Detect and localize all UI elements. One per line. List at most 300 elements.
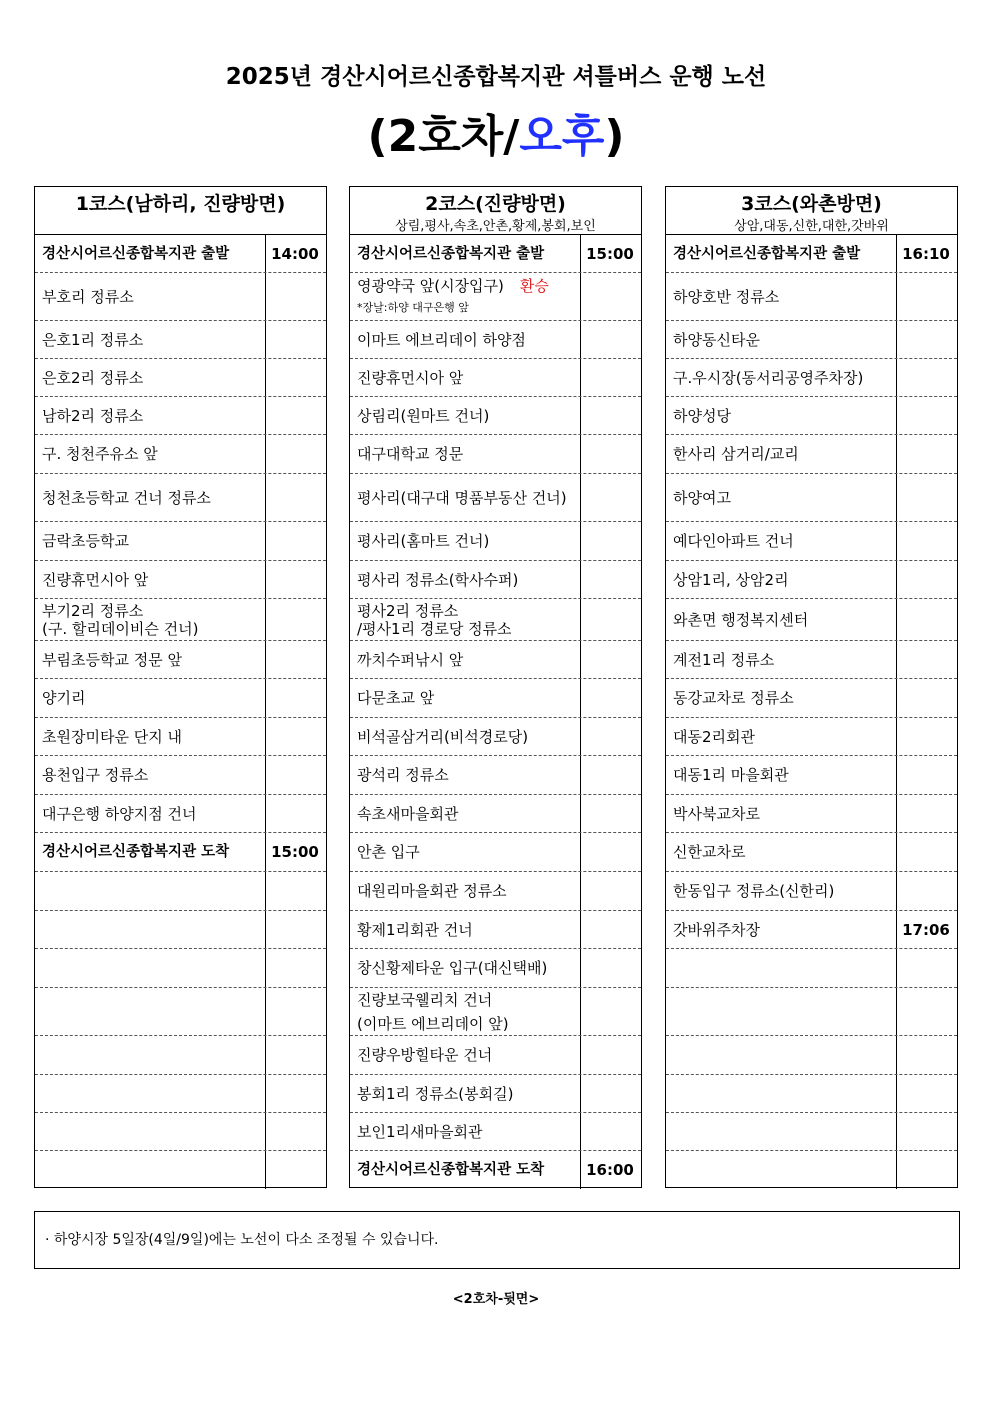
stop-row [350, 397, 641, 435]
stop-name [42, 245, 265, 263]
stop-name-text: 한사리 삼거리/교리 [673, 445, 799, 463]
stop-time [264, 679, 326, 717]
stop-name [673, 245, 896, 263]
stop-name-text: 청천초등학교 건너 정류소 [42, 488, 211, 507]
stop-row [35, 833, 326, 872]
stop-name-cell [666, 795, 897, 832]
stop-row [666, 599, 957, 641]
stop-name-cell [350, 599, 581, 640]
stop-row [35, 911, 326, 949]
stop-name-cell [350, 756, 581, 794]
stop-time [264, 1113, 326, 1150]
stop-row [666, 474, 957, 522]
stop-name-cell [666, 273, 897, 320]
stop-name [673, 805, 896, 823]
stop-name-text: 남하2리 정류소 [42, 406, 144, 425]
stop-name [673, 882, 896, 900]
stop-time [264, 273, 326, 320]
stop-row [35, 988, 326, 1036]
stop-name [673, 728, 896, 746]
stop-name-text: 다문초교 앞 [357, 689, 435, 707]
stop-time [264, 359, 326, 396]
stop-time [579, 522, 641, 560]
page-footer: <2호차-뒷면> [452, 1292, 540, 1307]
course-header [350, 187, 641, 235]
stop-row [666, 641, 957, 679]
stop-name-text: 경산시어르신종합복지관 출발 [357, 245, 545, 262]
stop-row [350, 949, 641, 988]
stop-name-text: 진량우방힐타운 건너 [357, 1046, 493, 1064]
stop-name-text: 부림초등학교 정문 앞 [42, 650, 182, 669]
stop-time [264, 1036, 326, 1074]
stop-time [895, 1075, 957, 1112]
stop-row [666, 1151, 957, 1189]
stop-time [264, 949, 326, 987]
stop-name [673, 331, 896, 349]
stop-time [895, 988, 957, 1035]
stop-name-cell [350, 718, 581, 755]
stop-name-text: 구.우시장(동서리공영주차장) [673, 368, 864, 387]
stop-row [350, 641, 641, 679]
stop-name-text: 대구대학교 정문 [357, 445, 464, 463]
stop-name-text: 대동2리회관 [673, 727, 755, 746]
stop-name-cell [35, 1151, 266, 1189]
stop-name-cell [350, 235, 581, 272]
stop-name [42, 369, 265, 387]
stop-name-cell [35, 235, 266, 272]
stop-name [357, 489, 580, 507]
stop-name-text: 신한교차로 [673, 843, 746, 861]
stop-name-cell [350, 679, 581, 717]
stop-name [42, 602, 265, 620]
stop-time [264, 561, 326, 598]
stop-row [35, 359, 326, 397]
stop-name-cell [350, 833, 581, 871]
stop-name [357, 277, 580, 295]
stop-name-cell [666, 756, 897, 794]
stop-time: 17:06 [902, 920, 950, 939]
stop-time [264, 795, 326, 832]
course-header [35, 187, 326, 235]
stop-name-text: 평사리(홈마트 건너) [357, 532, 490, 550]
stop-name-text: 하양동신타운 [673, 330, 760, 349]
stop-name-cell [350, 1036, 581, 1074]
stop-name-text: 대동1리 마을회관 [673, 766, 789, 784]
stop-name [357, 407, 580, 425]
stop-name-cell [666, 718, 897, 755]
stop-row [350, 599, 641, 641]
stop-row [35, 1151, 326, 1189]
stop-time [579, 1075, 641, 1112]
stop-row [350, 1036, 641, 1075]
stop-name-cell [35, 321, 266, 358]
stop-row [350, 435, 641, 474]
stop-name [673, 921, 896, 939]
stop-time [579, 599, 641, 640]
course-name: 2코스(진량방면) [425, 193, 566, 215]
stop-name-text: 까치수퍼낚시 앞 [357, 650, 464, 669]
stop-row [35, 756, 326, 795]
stop-time [264, 872, 326, 910]
stop-time [579, 872, 641, 910]
stop-name-text: 평사리(대구대 명품부동산 건너) [357, 488, 567, 507]
stop-time [895, 561, 957, 598]
stop-name [357, 843, 580, 861]
stop-row [35, 718, 326, 756]
stop-name-cell [35, 522, 266, 560]
stop-row [350, 872, 641, 911]
stop-time [264, 718, 326, 755]
stop-name-text: 대원리마을회관 정류소 [357, 882, 507, 900]
stop-time [264, 321, 326, 358]
page-title: 2025년 경산시어르신종합복지관 셔틀버스 운행 노선 [225, 64, 767, 90]
stop-time [895, 795, 957, 832]
stop-row [666, 872, 957, 911]
stop-name-text: 이마트 에브리데이 하양점 [357, 330, 526, 349]
stop-name-cell [666, 397, 897, 434]
stop-time [579, 795, 641, 832]
stop-time [895, 397, 957, 434]
stop-name-cell [666, 435, 897, 473]
stop-name-line2: /평사1리 경로당 정류소 [357, 619, 512, 638]
stop-row [350, 359, 641, 397]
stop-name [42, 288, 265, 306]
stop-row [350, 321, 641, 359]
stop-name [673, 766, 896, 784]
stop-row [350, 561, 641, 599]
stop-row [666, 679, 957, 718]
stop-time [895, 359, 957, 396]
stop-row [35, 795, 326, 833]
stop-time [895, 949, 957, 987]
course-column-1 [34, 186, 327, 1188]
stop-time [264, 599, 326, 640]
course-name: 3코스(와촌방면) [741, 193, 882, 215]
stop-name [42, 843, 265, 861]
stop-row [350, 679, 641, 718]
stop-name-cell [35, 756, 266, 794]
stop-time [264, 522, 326, 560]
stop-row [666, 273, 957, 321]
stop-name-cell [350, 1113, 581, 1150]
stop-name-text: 비석골삼거리(비석경로당) [357, 727, 529, 746]
stop-name-cell [666, 911, 897, 948]
stop-name [357, 805, 580, 823]
stop-name-cell [35, 359, 266, 396]
subtitle-highlight: 오후 [519, 111, 605, 162]
stop-time [579, 321, 641, 358]
stop-name-text: 안촌 입구 [357, 843, 420, 861]
stop-name-cell [35, 833, 266, 871]
stop-name [673, 288, 896, 306]
stop-row [666, 756, 957, 795]
stop-row [666, 561, 957, 599]
course-areas: 상림,평사,속초,안촌,황제,봉회,보인 [395, 219, 596, 234]
stop-name-cell [666, 474, 897, 521]
stop-name-cell [666, 641, 897, 678]
course-header [666, 187, 957, 235]
course-areas: 상암,대동,신한,대한,갓바위 [734, 219, 889, 234]
stop-name-text: 창신황제타운 입구(대신택배) [357, 959, 548, 977]
stop-time [264, 1075, 326, 1112]
stop-name [357, 369, 580, 387]
stop-time [579, 397, 641, 434]
stop-name-text: 광석리 정류소 [357, 766, 449, 784]
stop-time [579, 1113, 641, 1150]
stop-row [350, 235, 641, 273]
stop-time: 16:00 [586, 1161, 634, 1179]
stop-name-cell [666, 321, 897, 358]
stop-time [264, 641, 326, 678]
stop-name [42, 728, 265, 746]
stop-name-text: 용천입구 정류소 [42, 766, 149, 784]
stop-name [357, 445, 580, 463]
stop-name-cell [350, 872, 581, 910]
stop-name-cell [666, 359, 897, 396]
stop-time [579, 359, 641, 396]
stop-name-cell [35, 949, 266, 987]
stop-note: *장날:하양 대구은행 앞 [357, 300, 469, 314]
stop-name-text: 경산시어르신종합복지관 출발 [42, 245, 230, 262]
stop-row [35, 1075, 326, 1113]
stop-name [357, 651, 580, 669]
stop-time [264, 988, 326, 1035]
stop-row [350, 474, 641, 522]
stop-name [673, 445, 896, 463]
stop-name-text: 구. 청천주유소 앞 [42, 445, 158, 463]
stop-name-text: 초원장미타운 단지 내 [42, 727, 182, 746]
stop-row [350, 1113, 641, 1151]
stop-time [579, 833, 641, 871]
stop-time [895, 872, 957, 910]
stop-name [42, 689, 265, 707]
stop-time [579, 273, 641, 320]
stop-name-text: 계전1리 정류소 [673, 650, 775, 669]
stop-row [666, 359, 957, 397]
stop-name-text: 경산시어르신종합복지관 도착 [357, 1162, 545, 1178]
stop-time [895, 641, 957, 678]
stop-name-text: 속초새마을회관 [357, 804, 459, 823]
stop-name [42, 532, 265, 550]
stop-name-cell [35, 273, 266, 320]
stop-name-text: 평사2리 정류소 [357, 601, 459, 620]
stop-name-text: 영광약국 앞(시장입구) [357, 276, 504, 295]
stop-row [350, 833, 641, 872]
stop-name-text: 와촌면 행정복지센터 [673, 610, 809, 629]
stop-time [895, 435, 957, 473]
stop-name-text: 하양성당 [673, 406, 731, 425]
stop-name-cell [350, 359, 581, 396]
stop-time: 15:00 [271, 843, 319, 861]
stop-row [666, 397, 957, 435]
stop-name-cell [35, 1036, 266, 1074]
stop-name-text: 황제1리회관 건너 [357, 920, 473, 939]
stop-name-cell [350, 397, 581, 434]
stop-time [579, 474, 641, 521]
stop-name-text: 부호리 정류소 [42, 287, 134, 306]
stop-name [673, 571, 896, 589]
stop-name-cell [35, 561, 266, 598]
stop-time [579, 756, 641, 794]
stop-name-line2: (구. 할리데이비슨 건너) [42, 619, 199, 638]
stop-name-cell [666, 1151, 897, 1189]
subtitle-prefix: (2호차/ [367, 111, 520, 162]
stop-row [35, 321, 326, 359]
stop-name [357, 331, 580, 349]
stop-time [895, 718, 957, 755]
stop-name-text: 하양여고 [673, 488, 731, 507]
stop-name-cell [35, 641, 266, 678]
stop-name-line2: (이마트 에브리데이 앞) [357, 1014, 509, 1033]
stop-name-text: 하양호반 정류소 [673, 287, 780, 306]
stop-time [579, 561, 641, 598]
stop-row [35, 273, 326, 321]
stop-name-cell [350, 474, 581, 521]
stop-name [357, 766, 580, 784]
page-subtitle [0, 100, 992, 164]
stop-name [357, 728, 580, 746]
stop-time [579, 949, 641, 987]
stop-row [666, 435, 957, 474]
stop-row [666, 1113, 957, 1151]
stop-name-cell [35, 1113, 266, 1150]
stop-name [357, 1123, 580, 1141]
stop-name-text: 은호2리 정류소 [42, 368, 144, 387]
stop-name-text: 은호1리 정류소 [42, 330, 144, 349]
stop-name-text: 부기2리 정류소 [42, 601, 144, 620]
stop-row [35, 561, 326, 599]
stop-name [673, 611, 896, 629]
stop-name [42, 766, 265, 784]
stop-name [42, 445, 265, 463]
route-notice: · 하양시장 5일장(4일/9일)에는 노선이 다소 조정될 수 있습니다. [34, 1211, 960, 1269]
stop-name-cell [35, 599, 266, 640]
stop-name-cell [666, 1036, 897, 1074]
stop-row [350, 911, 641, 949]
stop-name [673, 369, 896, 387]
stop-name-cell [666, 1075, 897, 1112]
stop-name-cell [666, 872, 897, 910]
stop-row [666, 911, 957, 949]
stop-name-text: 경산시어르신종합복지관 도착 [42, 844, 230, 860]
stop-name-cell [666, 988, 897, 1035]
stop-name [673, 651, 896, 669]
stop-name [357, 602, 580, 620]
stop-name-cell [35, 795, 266, 832]
stop-name-text: 봉회1리 정류소(봉회길) [357, 1084, 514, 1103]
stop-name-cell [666, 235, 897, 272]
stop-time [264, 1151, 326, 1189]
stop-row [35, 522, 326, 561]
stop-row [666, 235, 957, 273]
stop-name-text: 동강교차로 정류소 [673, 689, 794, 707]
stop-name-text: 진량보국웰리치 건너 [357, 990, 493, 1009]
stop-row [350, 795, 641, 833]
stop-row [666, 795, 957, 833]
stop-row [350, 1075, 641, 1113]
stop-row [35, 872, 326, 911]
stop-name [673, 843, 896, 861]
stop-name-text: 박사북교차로 [673, 804, 760, 823]
stop-name [357, 1046, 580, 1064]
stop-time: 16:10 [902, 244, 950, 263]
stop-name-cell [35, 397, 266, 434]
stop-name-cell [350, 911, 581, 948]
stop-name-text: 한동입구 정류소(신한리) [673, 882, 835, 900]
stop-time [579, 911, 641, 948]
stop-row [35, 435, 326, 474]
stop-row [666, 988, 957, 1036]
stop-row [666, 833, 957, 872]
stop-row [350, 718, 641, 756]
stop-name-text: 보인1리새마을회관 [357, 1122, 483, 1141]
stop-name [357, 921, 580, 939]
stop-time [579, 641, 641, 678]
stop-time: 14:00 [271, 244, 319, 263]
stop-name-text: 대구은행 하양지점 건너 [42, 804, 197, 823]
stop-name-text: 금락초등학교 [42, 532, 129, 550]
stop-name-text: 평사리 정류소(학사수퍼) [357, 570, 519, 589]
stop-name-cell [666, 522, 897, 560]
stop-name [673, 489, 896, 507]
stop-name [357, 882, 580, 900]
stop-row [35, 474, 326, 522]
stop-name-cell [666, 679, 897, 717]
stop-time [264, 756, 326, 794]
stop-row [35, 949, 326, 988]
stop-time [895, 1036, 957, 1074]
stop-name [673, 532, 896, 550]
stop-time [264, 435, 326, 473]
stop-name-cell [35, 988, 266, 1035]
stop-time [895, 756, 957, 794]
stop-row [350, 756, 641, 795]
stop-name-cell [350, 1075, 581, 1112]
stop-row [666, 1036, 957, 1075]
stop-row [35, 641, 326, 679]
stop-row [666, 1075, 957, 1113]
stop-time [264, 397, 326, 434]
stop-name-cell [350, 561, 581, 598]
stop-row [666, 718, 957, 756]
stop-name-cell [666, 949, 897, 987]
stop-name-cell [350, 641, 581, 678]
stop-name [357, 1161, 580, 1179]
stop-name-text: 양기리 [42, 689, 86, 707]
course-column-2 [349, 186, 642, 1188]
stop-row [35, 679, 326, 718]
stop-name-cell [35, 474, 266, 521]
stop-name-cell [350, 321, 581, 358]
stop-time [895, 273, 957, 320]
stop-name-cell [350, 795, 581, 832]
stop-name-cell [350, 988, 581, 1035]
stop-name [42, 651, 265, 669]
stop-time [579, 1036, 641, 1074]
stop-name [357, 991, 580, 1009]
stop-name [673, 407, 896, 425]
stop-row [350, 988, 641, 1036]
stop-row [666, 522, 957, 561]
stop-time [895, 833, 957, 871]
stop-time: 15:00 [586, 244, 634, 263]
stop-time [579, 435, 641, 473]
stop-row [666, 321, 957, 359]
stop-name-text: 경산시어르신종합복지관 출발 [673, 245, 861, 262]
stop-name-cell [35, 1075, 266, 1112]
stop-row [35, 1113, 326, 1151]
stop-name-cell [350, 435, 581, 473]
